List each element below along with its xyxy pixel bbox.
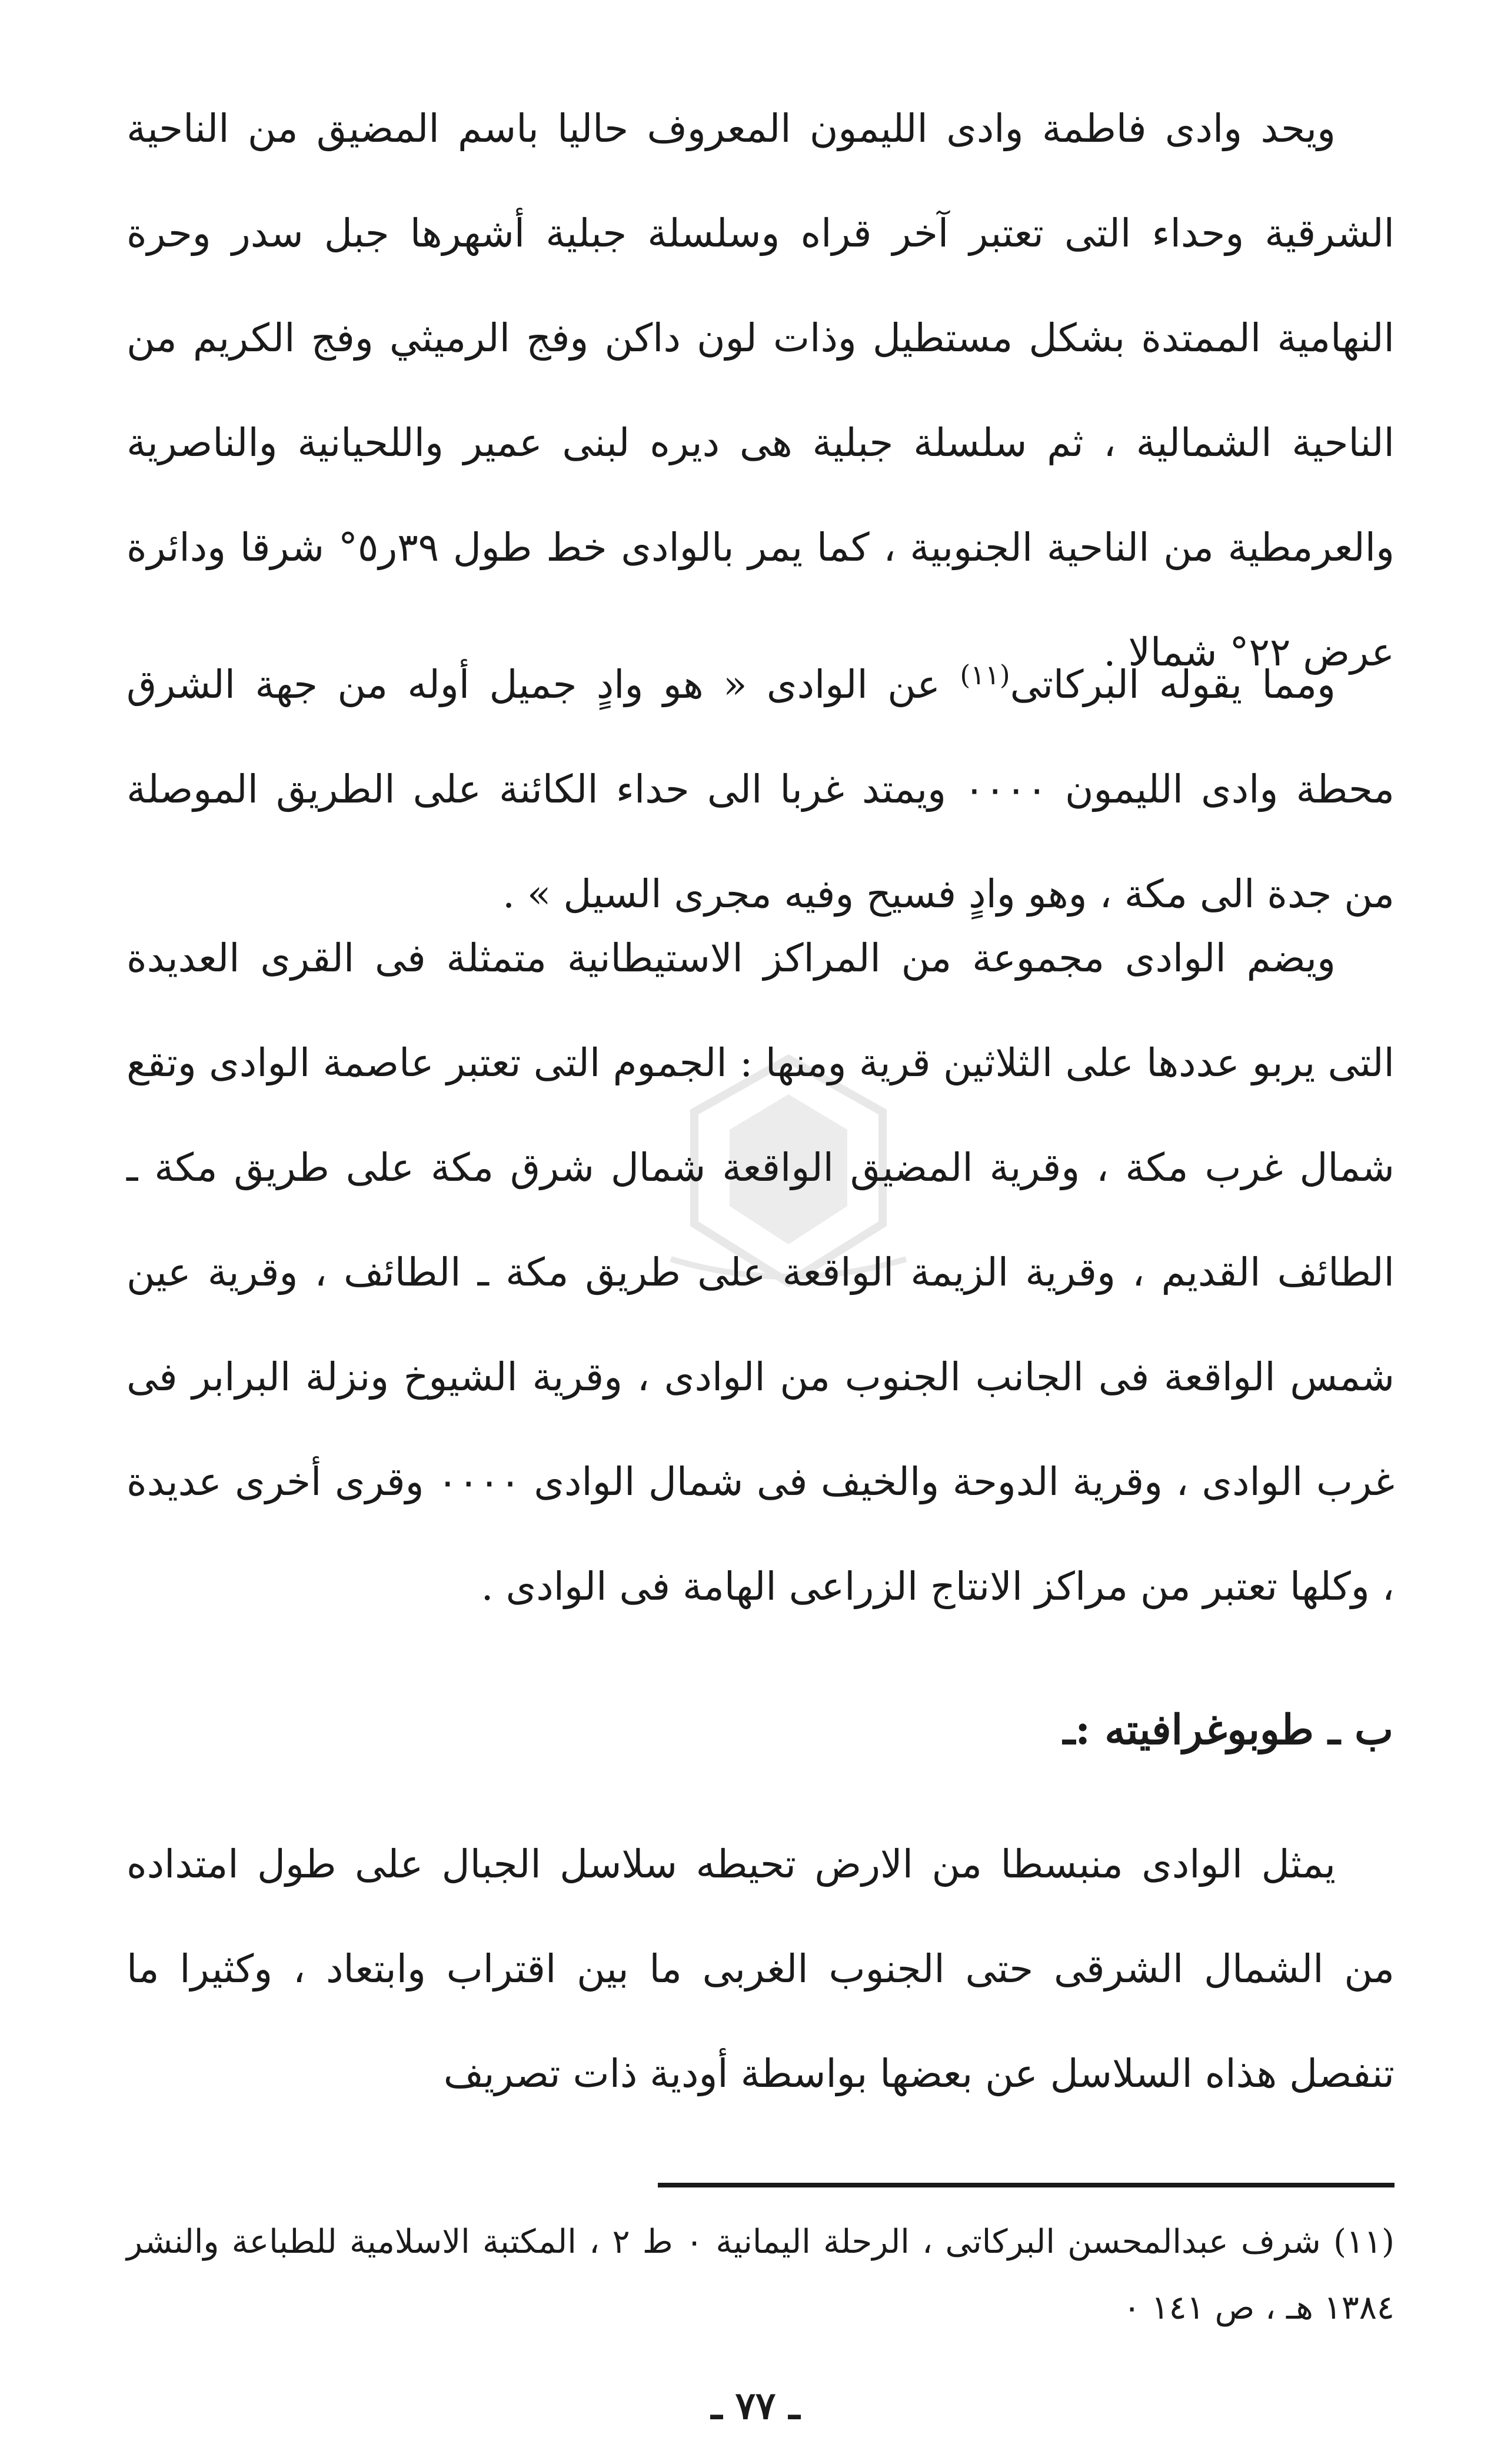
section-heading: ب ـ طوبوغرافيته :ـ bbox=[1063, 1705, 1393, 1754]
paragraph-settlements bbox=[127, 906, 1394, 1639]
footnote: (١١) شرف عبدالمحسن البركاتى ، الرحلة اليمانية ٠ ط ٢ ، المكتبة الاسلامية للطباعة والنشر ١٣٨٤ هـ ، ص ١٤١ ٠ bbox=[127, 2223, 1394, 2327]
footnote-separator bbox=[658, 2183, 1394, 2187]
paragraph-text: ويحد وادى فاطمة وادى الليمون المعروف حاليا باسم المضيق من الناحية الشرقية وحداء التى تعتبر آخر قراه وسلسلة جبلية أشهرها جبل سدر وحرة النهامية الممتدة بشكل مستطيل وذات لون داكن وفج الرميثي وفج الكريم من الناحية الشمالية ، ثم سلسلة جبلية هى ديره لبنى عمير واللحيانية والناصرية والعرمطية من الناحية الجنوبية ، كما يمر بالوادى خط طول ٣٩ر٥° شرقا ودائرة عرض ٢٢° شمالا . bbox=[127, 106, 1394, 675]
paragraph-text: ويضم الوادى مجموعة من المراكز الاستيطانية متمثلة فى القرى العديدة التى يربو عددها على الثلاثين قرية ومنها : الجموم التى تعتبر عاصمة الوادى وتقع شمال غرب مكة ، وقرية المضيق الواقعة شمال شرق مكة على طريق مكة ـ الطائف القديم ، وقرية الزيمة الواقعة على طريق مكة ـ الطائف ، وقرية عين شمس الواقعة فى الجانب الجنوب من الوادى ، وقرية الشيوخ ونزلة البرابر فى غرب الوادى ، وقرية الدوحة والخيف فى شمال الوادى ٠٠٠٠ وقرى أخرى عديدة ، وكلها تعتبر من مراكز الانتاج الزراعى الهامة فى الوادى . bbox=[127, 935, 1395, 1609]
paragraph-barakati-quote bbox=[127, 632, 1394, 947]
paragraph-text-before-ref: ومما يقوله البركاتى bbox=[1010, 662, 1336, 707]
page-number: ـ ٧٧ ـ bbox=[711, 2384, 800, 2428]
paragraph-text: يمثل الوادى منبسطا من الارض تحيطه سلاسل الجبال على طول امتداده من الشمال الشرقى حتى الجنوب الغربى ما بين اقتراب وابتعاد ، وكثيرا ما تنفصل هذاه السلاسل عن بعضها بواسطة أودية ذات تصريف bbox=[127, 1842, 1394, 2096]
paragraph-boundaries bbox=[127, 76, 1394, 705]
paragraph-topography bbox=[127, 1812, 1394, 2126]
footnote-reference: (١١) bbox=[960, 659, 1010, 691]
paragraph-text-after-ref: عن الوادى « هو وادٍ جميل أوله من جهة الشرق محطة وادى الليمون ٠٠٠٠ ويمتد غربا الى حداء الكائنة على الطريق الموصلة من جدة الى مكة ، وهو وادٍ فسيح وفيه مجرى السيل » . bbox=[127, 662, 1394, 917]
